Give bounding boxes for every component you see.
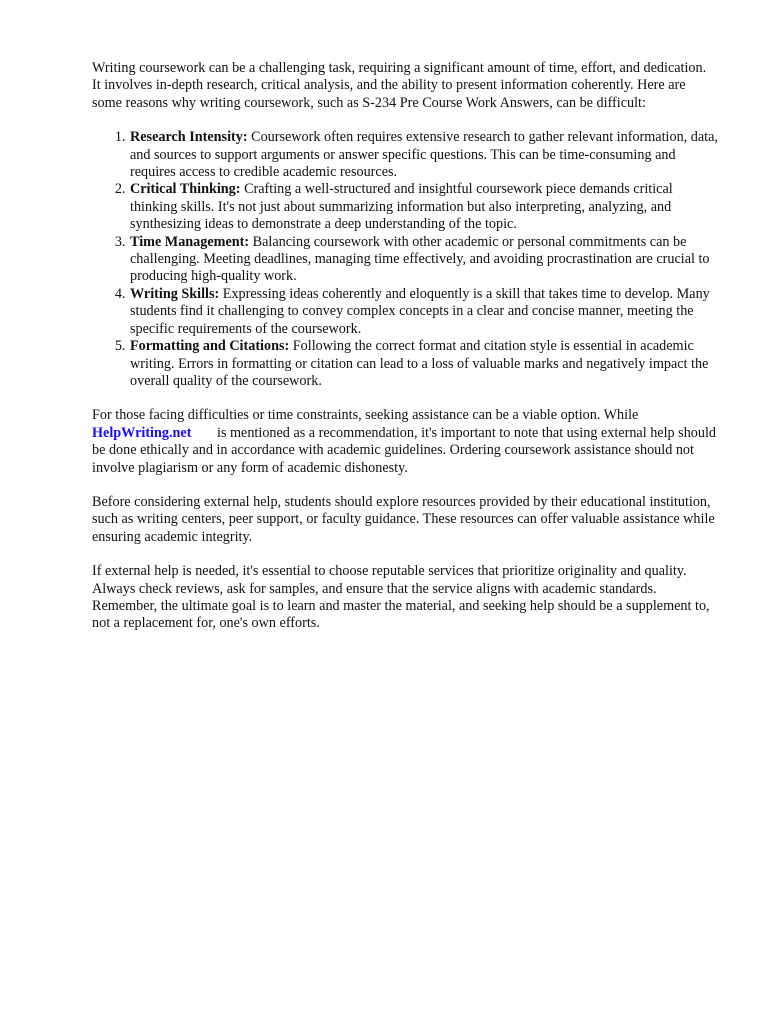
assistance-text-after: is mentioned as a recommendation, it's important to note that using external help should be done ethically and in accordance with academic guidelines. Ordering coursework assistance should not involve plagiarism or any form of academic dishonesty. [92, 424, 717, 476]
list-item [129, 338, 718, 390]
list-item [129, 129, 718, 181]
list-item [129, 286, 718, 338]
reason-term: Time Management: [130, 233, 250, 250]
reasons-list [92, 129, 718, 390]
reason-term: Formatting and Citations: [130, 338, 290, 355]
document-page [92, 60, 718, 650]
reason-term: Writing Skills: [130, 285, 220, 302]
reason-text: Crafting a well-structured and insightful coursework piece demands critical thinking skills. It's not just about summarizing information but also interpreting, analyzing, and synthesizing ideas to demonstrate a deep understanding of the topic. [130, 181, 673, 233]
list-item [129, 181, 718, 233]
reason-text: Coursework often requires extensive research to gather relevant information, data, and sources to support arguments or answer specific questions. This can be time-consuming and requires access to credible academic resources. [130, 129, 718, 181]
assistance-paragraph [92, 407, 718, 477]
helpwriting-link[interactable]: HelpWriting.net [92, 424, 192, 441]
intro-paragraph: Writing coursework can be a challenging task, requiring a significant amount of time, effort, and dedication. It involves in-depth research, critical analysis, and the ability to present information coherently. Here are some reasons why writing coursework, such as S-234 Pre Course Work Answers, can be difficult: [92, 60, 707, 111]
reason-text: Balancing coursework with other academic or personal commitments can be challenging. Meeting deadlines, managing time effectively, and avoiding procrastination are crucial to producing high-quality work. [130, 233, 710, 285]
resources-paragraph: Before considering external help, students should explore resources provided by their educational institution, such as writing centers, peer support, or faculty guidance. These resources can offer valuable assistance while ensuring academic integrity. [92, 493, 715, 545]
list-item [129, 234, 718, 286]
assistance-text-before: For those facing difficulties or time constraints, seeking assistance can be a viable option. While [92, 407, 639, 424]
reason-term: Research Intensity: [130, 129, 248, 146]
conclusion-paragraph: If external help is needed, it's essential to choose reputable services that prioritize originality and quality. Always check reviews, ask for samples, and ensure that the service aligns with academic standards. Remember, the ultimate goal is to learn and master the material, and seeking help should be a supplement to, not a replacement for, one's own efforts. [92, 563, 710, 632]
reason-text: Following the correct format and citation style is essential in academic writing. Errors in formatting or citation can lead to a loss of valuable marks and negatively impact the overall quality of the coursework. [130, 338, 709, 389]
reason-text: Expressing ideas coherently and eloquently is a skill that takes time to develop. Many students find it challenging to convey complex concepts in a clear and concise manner, meeting the specific requirements of the coursework. [130, 285, 710, 337]
reason-term: Critical Thinking: [130, 181, 241, 198]
